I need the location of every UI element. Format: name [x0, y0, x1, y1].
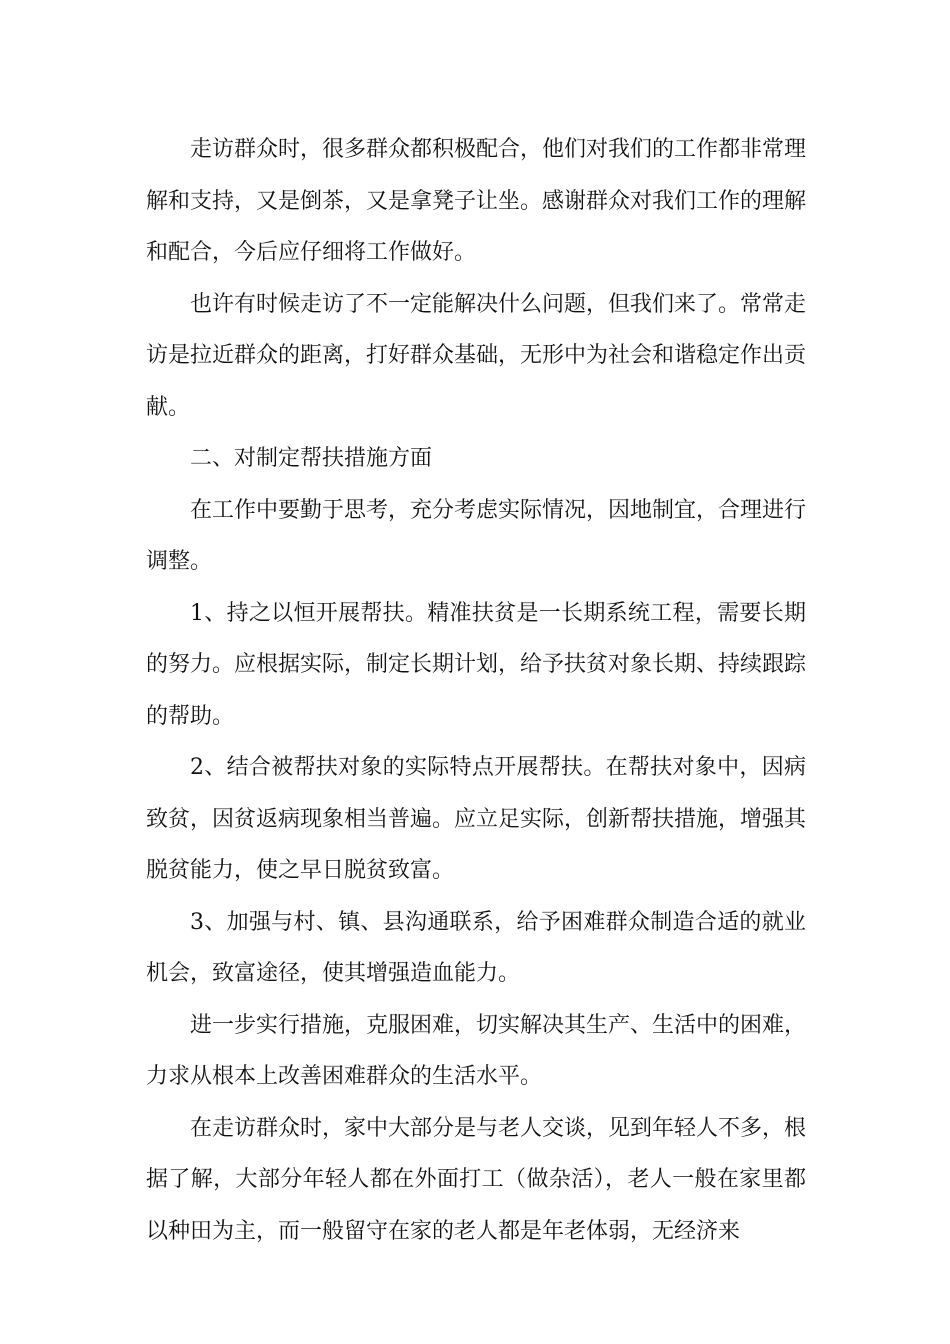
- paragraph-visit-cooperation: 走访群众时，很多群众都积极配合，他们对我们的工作都非常理解和支持，又是倒茶，又是拿凳子让坐。感谢群众对我们工作的理解和配合，今后应仔细将工作做好。: [146, 137, 807, 265]
- paragraph-visit-purpose: 也许有时候走访了不一定能解决什么问题，但我们来了。常常走访是拉近群众的距离，打好群众基础，无形中为社会和谐稳定作出贡献。: [146, 291, 807, 420]
- section-heading-measures: 二、对制定帮扶措施方面: [190, 446, 433, 471]
- document-body: [146, 124, 806, 1257]
- paragraph-visit-observations: 在走访群众时，家中大部分是与老人交谈，见到年轻人不多，根据了解，大部分年轻人都在外面打工（做杂活），老人一般在家里都以种田为主，而一般留守在家的老人都是年老体弱，无经济来: [146, 1115, 807, 1244]
- paragraph-measure-2: 2、结合被帮扶对象的实际特点开展帮扶。在帮扶对象中，因病致贫，因贫返病现象相当普遍。应立足实际，创新帮扶措施，增强其脱贫能力，使之早日脱贫致富。: [146, 755, 807, 883]
- paragraph-measure-1: 1、持之以恒开展帮扶。精准扶贫是一长期系统工程，需要长期的努力。应根据实际，制定长期计划，给予扶贫对象长期、持续跟踪的帮助。: [146, 600, 807, 729]
- paragraph-measure-3: 3、加强与村、镇、县沟通联系，给予困难群众制造合适的就业机会，致富途径，使其增强造血能力。: [146, 909, 806, 986]
- paragraph-further-steps: 进一步实行措施，克服困难，切实解决其生产、生活中的困难，力求从根本上改善困难群众的生活水平。: [146, 1012, 807, 1089]
- paragraph-measures-intro: 在工作中要勤于思考，充分考虑实际情况，因地制宜，合理进行调整。: [146, 497, 807, 574]
